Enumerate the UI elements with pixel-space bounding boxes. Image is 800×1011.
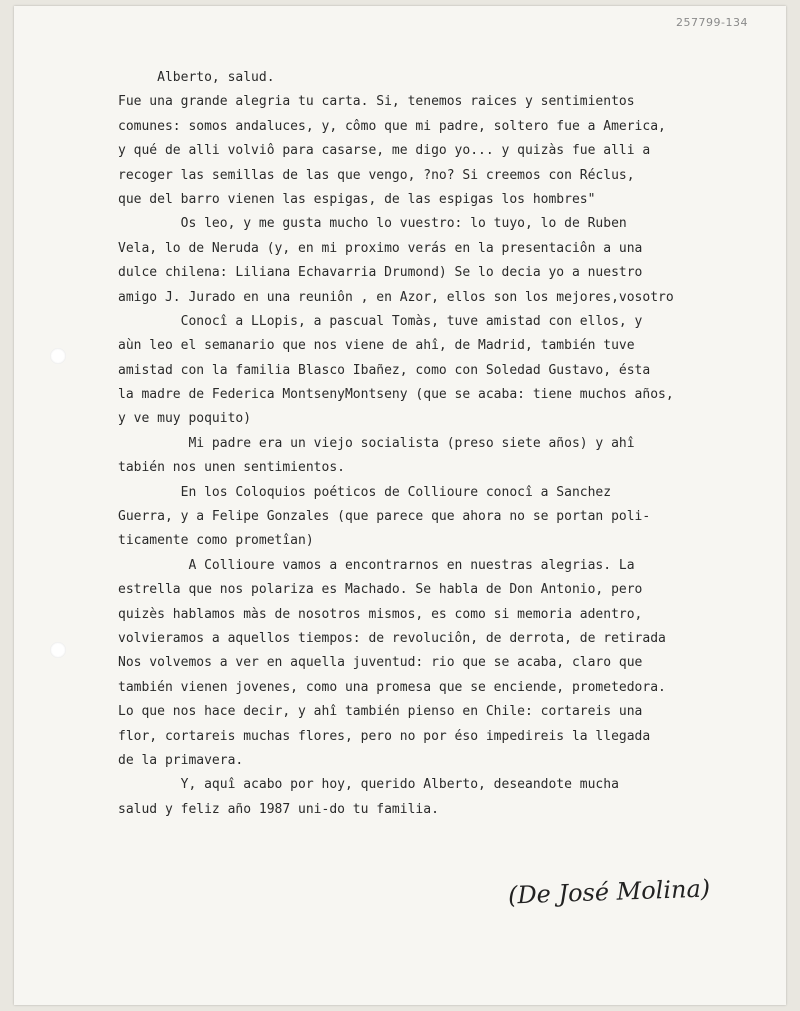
text-line: volvieramos a aquellos tiempos: de revoluciôn, de derrota, de retirada bbox=[118, 630, 666, 646]
text-line: amigo J. Jurado en una reuniôn , en Azor, ellos son los mejores,vosotro bbox=[118, 289, 674, 305]
text-line: recoger las semillas de las que vengo, ?no? Si creemos con Réclus, bbox=[118, 167, 635, 183]
text-line: Vela, lo de Neruda (y, en mi proximo verás en la presentaciôn a una bbox=[118, 240, 643, 256]
punch-hole bbox=[50, 642, 66, 658]
text-line: En los Coloquios poéticos de Collioure conocî a Sanchez bbox=[118, 484, 612, 500]
text-line: de la primavera. bbox=[118, 752, 244, 768]
text-line: ticamente como prometîan) bbox=[118, 533, 314, 549]
greeting-line: Alberto, salud. bbox=[118, 70, 275, 85]
text-line: Y, aquî acabo por hoy, querido Alberto, deseandote mucha bbox=[118, 777, 619, 793]
text-line: Guerra, y a Felipe Gonzales (que parece que ahora no se portan poli- bbox=[118, 509, 651, 525]
text-line: salud y feliz año 1987 uni-do tu familia. bbox=[118, 801, 439, 817]
text-line: que del barro vienen las espigas, de las espigas los hombres" bbox=[118, 191, 596, 207]
text-line: y qué de alli volviô para casarse, me digo yo... y quizàs fue alli a bbox=[118, 143, 651, 159]
text-line: Fue una grande alegria tu carta. Si, tenemos raices y sentimientos bbox=[118, 94, 635, 110]
text-line: A Collioure vamos a encontrarnos en nuestras alegrias. La bbox=[118, 557, 635, 573]
text-line: y ve muy poquito) bbox=[118, 411, 252, 427]
text-line: estrella que nos polariza es Machado. Se habla de Don Antonio, pero bbox=[118, 582, 643, 598]
text-line: tabién nos unen sentimientos. bbox=[118, 460, 345, 476]
text-line: comunes: somos andaluces, y, cômo que mi padre, soltero fue a America, bbox=[118, 118, 666, 134]
text-line: aùn leo el semanario que nos viene de ahî, de Madrid, también tuve bbox=[118, 338, 635, 354]
text-line: dulce chilena: Liliana Echavarria Drumond) Se lo decia yo a nuestro bbox=[118, 265, 643, 281]
text-line: Lo que nos hace decir, y ahî también pienso en Chile: cortareis una bbox=[118, 704, 643, 720]
text-line: flor, cortareis muchas flores, pero no por éso impedireis la llegada bbox=[118, 728, 651, 744]
text-line: también vienen jovenes, como una promesa que se enciende, prometedora. bbox=[118, 679, 666, 695]
handwritten-signature: (De José Molina) bbox=[507, 874, 711, 910]
punch-hole bbox=[50, 348, 66, 364]
text-line: Os leo, y me gusta mucho lo vuestro: lo tuyo, lo de Ruben bbox=[118, 216, 627, 232]
text-line: la madre de Federica MontsenyMontseny (que se acaba: tiene muchos años, bbox=[118, 387, 674, 403]
archive-reference: 257799-134 bbox=[676, 16, 748, 29]
text-line: quizès hablamos màs de nosotros mismos, es como si memoria adentro, bbox=[118, 606, 643, 622]
letter-body bbox=[118, 66, 778, 822]
text-line: Conocî a LLopis, a pascual Tomàs, tuve amistad con ellos, y bbox=[118, 313, 643, 329]
text-line: amistad con la familia Blasco Ibañez, como con Soledad Gustavo, ésta bbox=[118, 362, 651, 378]
text-line: Mi padre era un viejo socialista (preso siete años) y ahî bbox=[118, 435, 635, 451]
letter-page bbox=[14, 6, 786, 1005]
text-line: Nos volvemos a ver en aquella juventud: rio que se acaba, claro que bbox=[118, 655, 643, 671]
